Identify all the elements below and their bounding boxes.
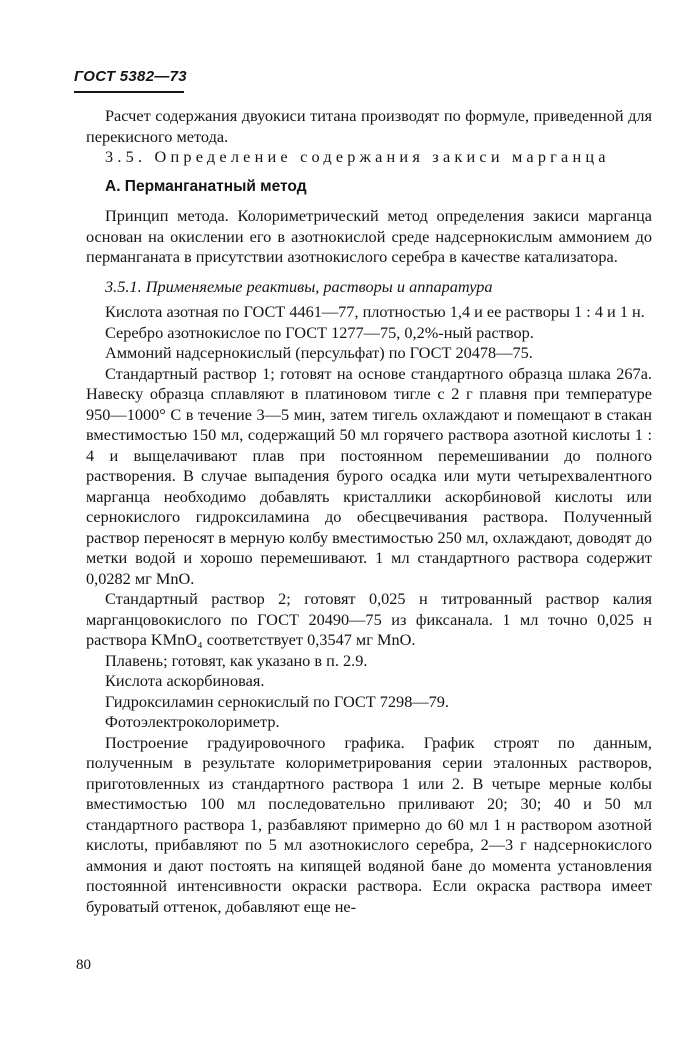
section-heading-3-5: 3.5. Определение содержания закиси марганца — [105, 147, 610, 166]
reagent-nitric-acid: Кислота азотная по ГОСТ 4461—77, плотностью 1,4 и ее растворы 1 : 4 и 1 н. — [105, 302, 645, 321]
reagent-hydroxylamine: Гидроксиламин сернокислый по ГОСТ 7298—79. — [105, 691, 449, 711]
apparatus-photocolorimeter: Фотоэлектроколориметр. — [105, 712, 280, 731]
paragraph-calibration: Построение градуировочного графика. График строят по данным, полученным в результате колориметрирования серии эталонных растворов, приготовленных из стандартного раствора 1 или 2. В четыре мерные колбы вместимостью 100 мл последовательно приливают 20; 30; 40 и 50 мл стандартного раствора 1, разбавляют примерно до 60 мл 1 н раствором азотной кислоты, прибавляют по 5 мл азотнокислого серебра, 2—3 г надсернокислого аммония и дают постоять на кипящей водяной бане до момента установления постоянной интенсивности окраски раствора. Если окраска раствора имеет буроватый оттенок, добавляют еще не- — [86, 732, 652, 916]
reagent-silver-nitrate: Серебро азотнокислое по ГОСТ 1277—75, 0,2%-ный раствор. — [105, 322, 534, 342]
page-number: 80 — [76, 957, 91, 973]
reagent-ammonium-persulfate: Аммоний надсернокислый (персульфат) по ГОСТ 20478—75. — [105, 343, 533, 362]
paragraph-formula-note: Расчет содержания двуокиси титана производят по формуле, приведенной для перекисного метода. — [86, 106, 652, 146]
reagent-ascorbic-acid: Кислота аскорбиновая. — [105, 671, 265, 690]
paragraph-principle: Принцип метода. Колориметрический метод определения закиси марганца основан на окислении его в азотнокислой среде надсернокислым аммонием до перманганата в присутствии азотнокислого серебра в качестве катализатора. — [86, 206, 652, 266]
standard-solution-1: Стандартный раствор 1; готовят на основе стандартного образца шлака 267а. Навеску образца сплавляют в платиновом тигле с 2 г плавня при температуре 950—1000° С в течение 3—5 мин, затем тигель охлаждают и помещают в стакан вместимостью 150 мл, содержащий 50 мл горячего раствора азотной кислоты 1 : 4 и выщелачивают плав при постоянном перемешивании до полного растворения. В случае выпадения бурого осадка или мути четырехвалентного марганца необходимо добавлять кристаллики аскорбиновой кислоты или сернокислого гидроксиламина до обесцвечивания раствора. Полученный раствор переносят в мерную колбу вместимостью 250 мл, охлаждают, доводят до метки водой и хорошо перемешивают. 1 мл стандартного раствора содержит 0,0282 мг MnO. — [86, 363, 652, 588]
method-heading: А. Перманганатный метод — [105, 177, 307, 195]
running-header: ГОСТ 5382—73 — [74, 68, 187, 85]
reagent-flux: Плавень; готовят, как указано в п. 2.9. — [105, 650, 368, 670]
standard-solution-2: Стандартный раствор 2; готовят 0,025 н титрованный раствор калия марганцовокислого по ГОСТ 20490—75 из фиксанала. 1 мл точно 0,025 н раствора KMnO₄ соответствует 0,3547 мг MnO. — [86, 589, 652, 649]
header-rule — [74, 91, 184, 93]
body-text — [86, 106, 652, 917]
subsection-heading-3-5-1: 3.5.1. Применяемые реактивы, растворы и аппаратура — [105, 276, 493, 296]
